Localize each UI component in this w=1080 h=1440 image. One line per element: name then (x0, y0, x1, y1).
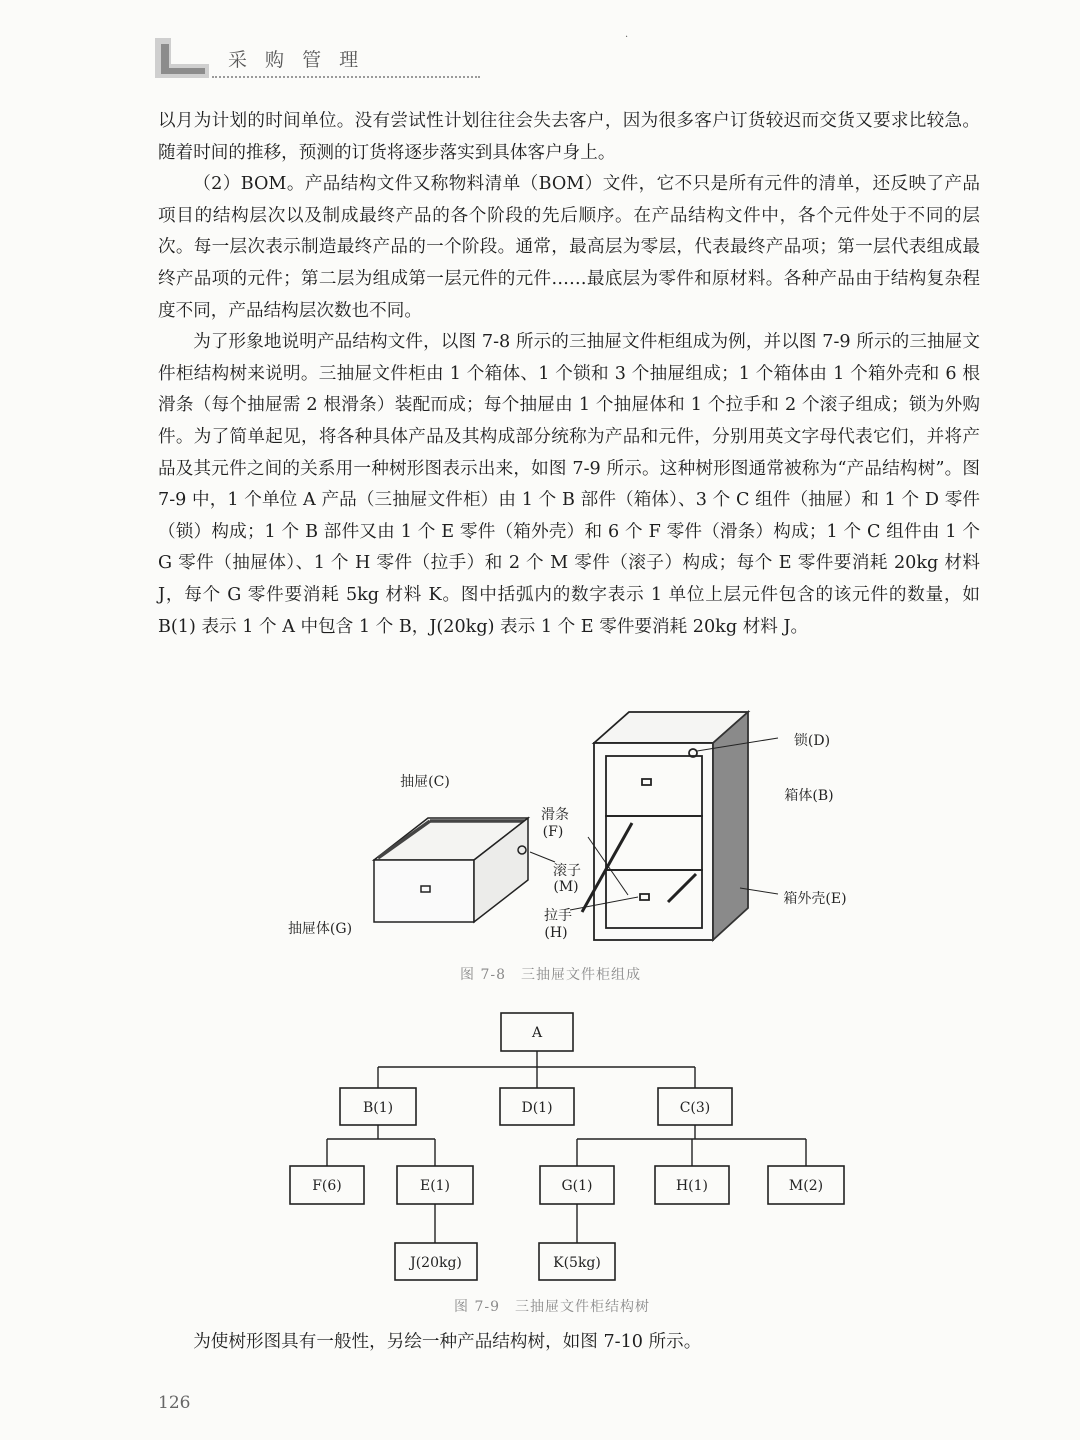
label-roller: 滚子 (553, 863, 581, 879)
tree-node-a: A (531, 1025, 543, 1041)
label-shell: 箱外壳(E) (783, 891, 847, 907)
paragraph-2: （2）BOM。产品结构文件又称物料清单（BOM）文件，它不只是所有元件的清单，还反映了产品项目的结构层次以及制成最终产品的各个阶段的先后顺序。在产品结构文件中，各个元件处于不同的层次。每一层次表示制造最终产品的一个阶段。通常，最高层为零层，代表最终产品项；第一层代表组成最终产品项的元件；第二层为组成第一层元件的元件……最底层为零件和原材料。各种产品由于结构复杂程度不同，产品结构层次数也不同。 (158, 174, 980, 321)
label-handle: 拉手 (544, 908, 572, 924)
figure-7-8 (270, 700, 870, 964)
paragraph-3: 为了形象地说明产品结构文件，以图 7-8 所示的三抽屉文件柜组成为例，并以图 7-9 所示的三抽屉文件柜结构树来说明。三抽屉文件柜由 1 个箱体、1 个锁和 3 个抽屉组成；1 个箱体由 1 个箱外壳和 6 根滑条（每个抽屉需 2 根滑条）装配而成；每个抽屉由 1 个抽屉体和 1 个拉手和 2 个滚子组成；锁为外购件。为了简单起见，将各种具体产品及其构成部分统称为产品和元件，分别用英文字母代表它们，并将产品及其元件之间的关系用一种树形图表示出来，如图 7-9 所示。这种树形图通常被称为“产品结构树”。图 7-9 中，1 个单位 A 产品（三抽屉文件柜）由 1 个 B 部件（箱体）、3 个 C 组件（抽屉）和 1 个 D 零件（锁）构成；1 个 B 部件又由 1 个 E 零件（箱外壳）和 6 个 F 零件（滑条）构成；1 个 C 组件由 1 个 G 零件（抽屉体）、1 个 H 零件（拉手）和 2 个 M 零件（滚子）构成；每个 E 零件要消耗 20kg 材料 J，每个 G 零件要消耗 5kg 材料 K。图中括弧内的数字表示 1 单位上层元件包含的该元件的数量，如 B(1) 表示 1 个 A 中包含 1 个 B，J(20kg) 表示 1 个 E 零件要消耗 20kg 材料 J。 (158, 332, 980, 637)
body-text (158, 106, 980, 643)
tree-node-c: C(3) (679, 1100, 711, 1116)
tree-node-f: F(6) (312, 1178, 342, 1194)
label-slide: 滑条 (541, 807, 569, 823)
figure-7-9-tree (270, 1005, 870, 1299)
running-header-title: 采 购 管 理 (228, 49, 365, 71)
tree-node-h: H(1) (675, 1178, 709, 1194)
cabinet-illustration (582, 712, 748, 940)
label-roller-code: (M) (553, 879, 579, 895)
header-rule (212, 76, 480, 78)
label-slide-code: (F) (542, 824, 564, 840)
tree-node-k: K(5kg) (553, 1255, 601, 1271)
tree-node-m: M(2) (788, 1178, 824, 1194)
closing-paragraph: 为使树形图具有一般性，另绘一种产品结构树，如图 7-10 所示。 (193, 1332, 702, 1352)
tree-node-e: E(1) (419, 1178, 451, 1194)
figure-7-8-caption: 图 7-8 三抽屉文件柜组成 (460, 967, 641, 983)
label-drawer: 抽屉(C) (400, 774, 450, 790)
chapter-logo-icon (153, 36, 213, 86)
drawer-illustration (374, 818, 528, 922)
page-number: 126 (158, 1393, 191, 1413)
figure-7-9-caption: 图 7-9 三抽屉文件柜结构树 (454, 1299, 650, 1315)
label-handle-code: (H) (544, 925, 568, 941)
tree-node-j: J(20kg) (410, 1255, 462, 1271)
label-drawer-body: 抽屉体(G) (287, 921, 353, 937)
label-cabinet: 箱体(B) (784, 788, 834, 804)
tree-node-b: B(1) (362, 1100, 394, 1116)
paragraph-1: 以月为计划的时间单位。没有尝试性计划往往会失去客户，因为很多客户订货较迟而交货又要求比较急。随着时间的推移，预测的订货将逐步落实到具体客户身上。 (158, 111, 980, 163)
tree-node-d: D(1) (521, 1100, 553, 1116)
label-lock: 锁(D) (793, 733, 831, 749)
scan-speck: · (625, 32, 629, 43)
tree-node-g: G(1) (561, 1178, 593, 1194)
